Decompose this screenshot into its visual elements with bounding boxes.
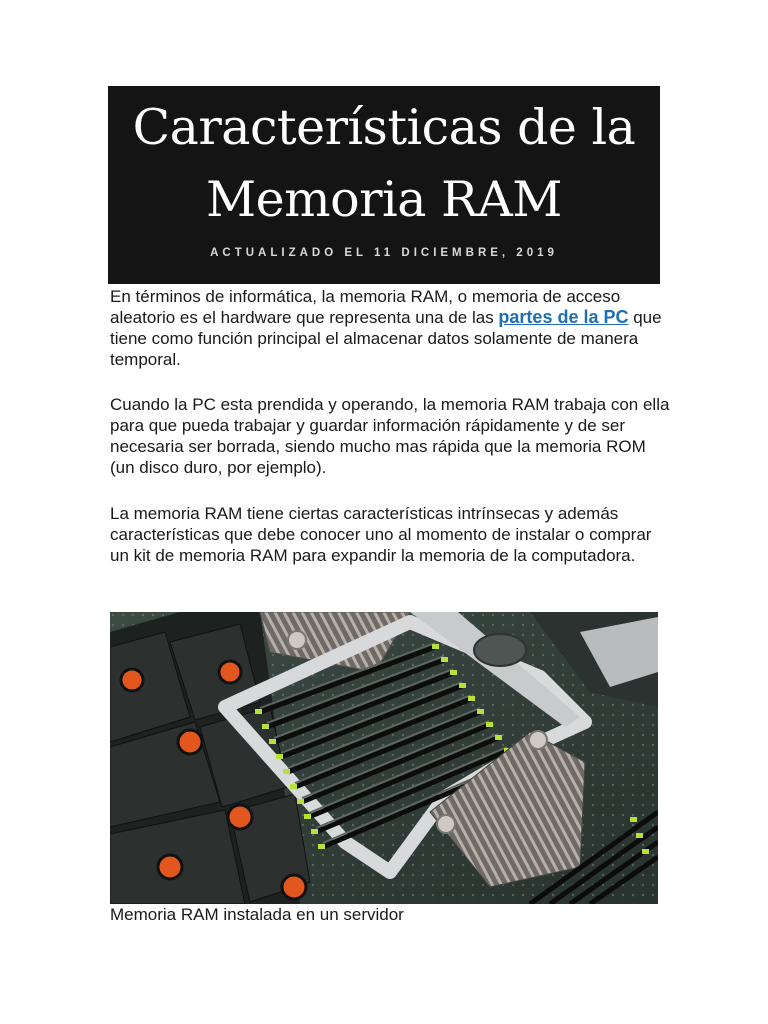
image-caption: Memoria RAM instalada en un servidor [110, 905, 404, 924]
server-ram-illustration [110, 612, 658, 904]
paragraph-intro [110, 286, 670, 370]
paragraph-intro-text-a: En términos de informática, la memoria RAM, o memoria de acceso aleatorio es el hardware que representa una de las [110, 287, 621, 327]
server-ram-photo [110, 612, 658, 904]
updated-date: ACTUALIZADO EL 11 DICIEMBRE, 2019 [210, 247, 558, 259]
paragraph-intro-text-b: que tiene como función principal el almacenar datos solamente de manera temporal. [110, 308, 662, 369]
page-title-line-2: Memoria RAM [206, 171, 562, 228]
paragraph-characteristics: La memoria RAM tiene ciertas características intrínsecas y además características que debe conocer uno al momento de instalar o comprar un kit de memoria RAM para expandir la memoria de la computadora. [110, 504, 652, 565]
page-title [108, 92, 660, 236]
partes-pc-link[interactable]: partes de la PC [498, 307, 629, 327]
page-title-line-1: Características de la [132, 99, 636, 156]
paragraph-operation: Cuando la PC esta prendida y operando, la memoria RAM trabaja con ella para que pueda trabajar y guardar información rápidamente y de ser necesaria ser borrada, siendo mucho mas rápida que la memoria ROM (un disco duro, por ejemplo). [110, 395, 670, 477]
title-banner [108, 86, 660, 284]
